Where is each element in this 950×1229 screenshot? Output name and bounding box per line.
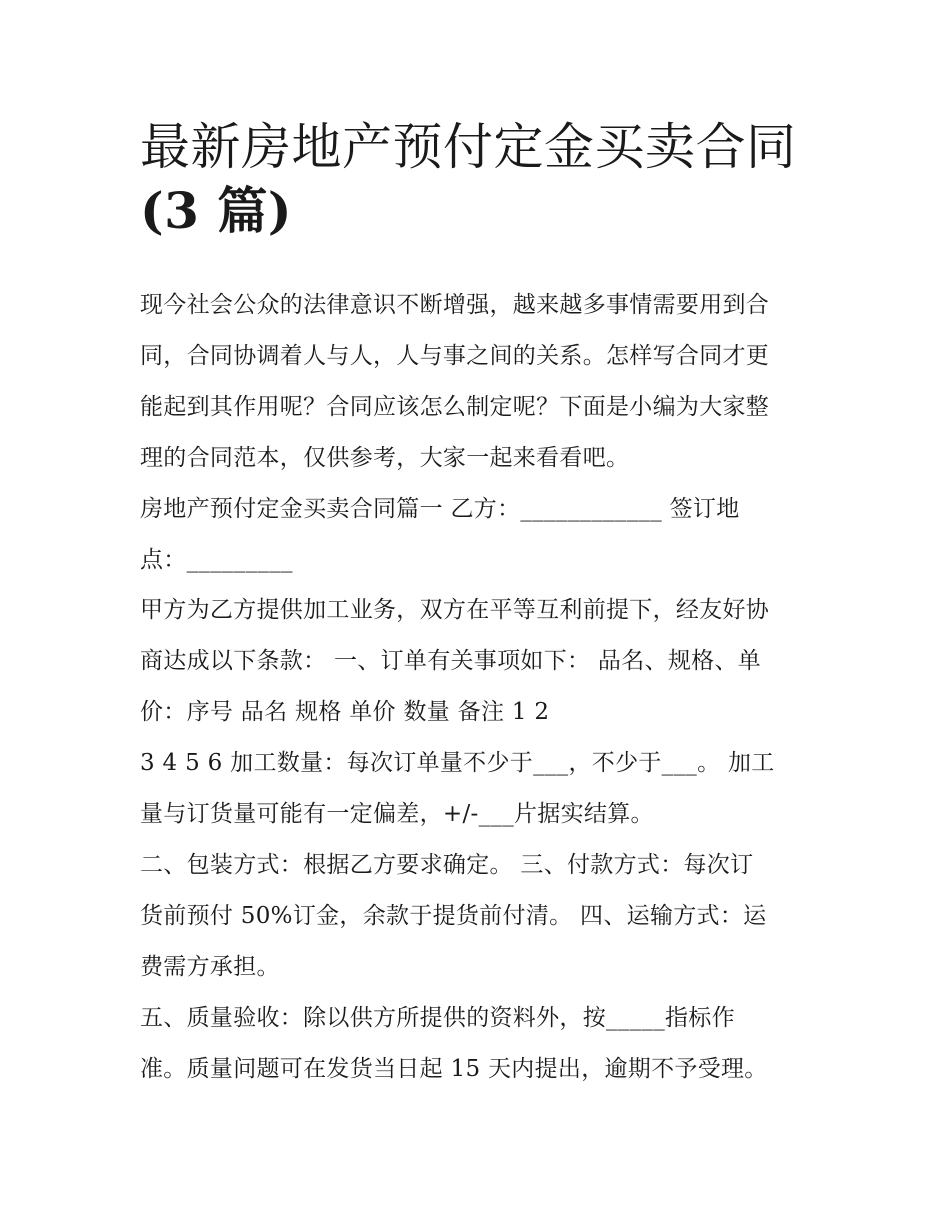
body-line: 二、包装方式：根据乙方要求确定。 三、付款方式：每次订 [140,851,754,878]
body-line: 五、质量验收：除以供方所提供的资料外，按_____指标作 [140,1004,735,1031]
body-line: 量与订货量可能有一定偏差，+/-___片据实结算。 [140,801,654,828]
title-line-2: (3 篇) [140,181,293,240]
body-line: 理的合同范本，仅供参考，大家一起来看看吧。 [140,444,630,471]
body-line: 货前预付 50%订金，余款于提货前付清。 四、运输方式：运 [140,902,767,929]
title-line-1: 最新房地产预付定金买卖合同 [140,118,797,176]
body-line: 点：_________ [140,546,293,573]
body-line: 费需方承担。 [140,953,280,980]
body-line: 现今社会公众的法律意识不断增强，越来越多事情需要用到合 [140,292,770,318]
body-line: 房地产预付定金买卖合同篇一 乙方：____________ 签订地 [140,495,740,522]
body-line: 3 4 5 6 加工数量：每次订单量不少于___，不少于___。 加工 [140,750,775,777]
document-body [140,280,820,1095]
body-line: 同，合同协调着人与人，人与事之间的关系。怎样写合同才更 [140,342,770,369]
document-title [140,115,820,243]
body-line: 商达成以下条款： 一、订单有关事项如下： 品名、规格、单 [140,648,762,675]
body-line: 甲方为乙方提供加工业务，双方在平等互利前提下，经友好协 [140,597,770,624]
body-line: 价：序号 品名 规格 单价 数量 备注 1 2 [140,699,550,726]
body-line: 准。质量问题可在发货当日起 15 天内提出，逾期不予受理。 [140,1055,768,1082]
body-line: 能起到其作用呢？合同应该怎么制定呢？下面是小编为大家整 [140,393,770,420]
